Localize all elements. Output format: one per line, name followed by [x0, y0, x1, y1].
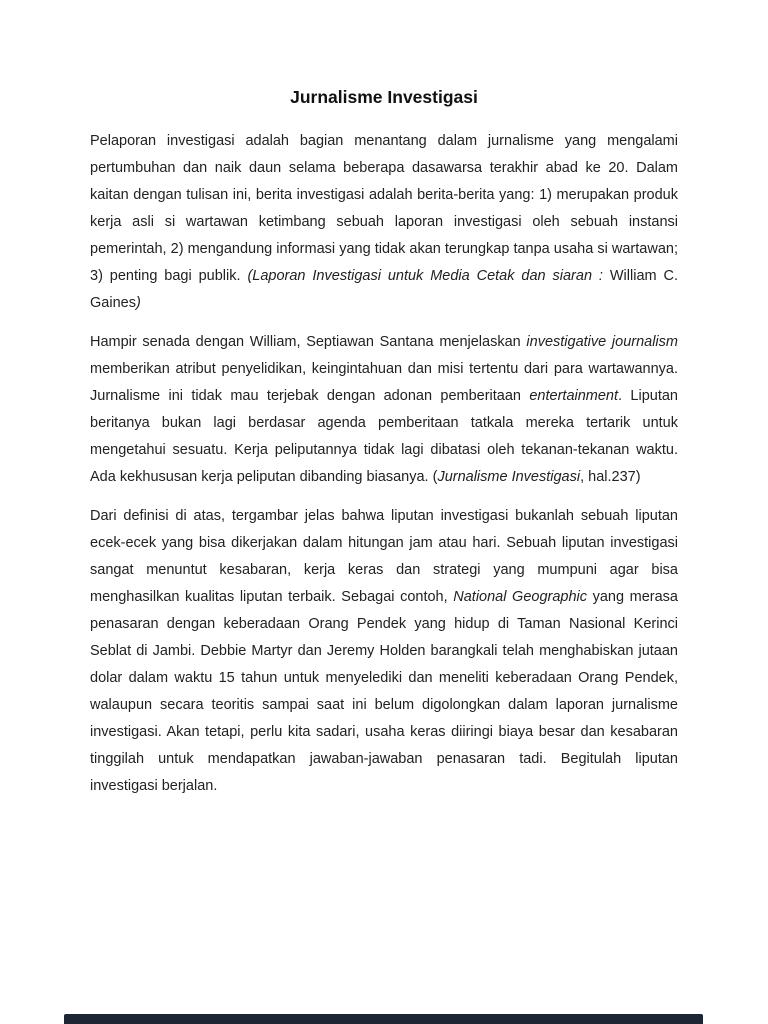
text-run: yang merasa penasaran dengan keberadaan Orang Pendek yang hidup di Taman Nasional Kerinci Seblat di Jambi. Debbie Martyr dan Jeremy Holden barangkali telah menghabiskan jutaan dolar dalam waktu 15 tahun untuk menyelediki dan meneliti keberadaan Orang Pendek, walaupun secara teoritis sampai saat ini belum digolongkan dalam laporan jurnalisme investigasi. Akan tetapi, perlu kita sadari, usaha keras diiringi biaya besar dan kesabaran tinggilah untuk mendapatkan jawaban-jawaban penasaran tadi. Begitulah liputan investigasi berjalan. [90, 589, 678, 794]
paragraph [90, 128, 678, 317]
italic-text-run: investigative journalism [526, 334, 678, 350]
text-run: memberikan atribut penyelidikan, keingintahuan dan misi tertentu dari para wartawannya. Jurnalisme ini tidak mau terjebak dengan adonan pemberitaan [90, 361, 678, 404]
document-body [90, 128, 678, 800]
italic-text-run: National Geographic [453, 589, 588, 605]
italic-text-run: (Laporan Investigasi untuk Media Cetak dan siaran : [247, 268, 610, 284]
text-run: William C. Gaines [90, 268, 679, 311]
text-run: Pelaporan investigasi adalah bagian menantang dalam jurnalisme yang mengalami pertumbuhan dan naik daun selama beberapa dasawarsa terakhir abad ke 20. Dalam kaitan dengan tulisan ini, berita investigasi adalah berita-berita yang: 1) merupakan produk kerja asli si wartawan ketimbang sebuah laporan investigasi oleh sebuah instansi pemerintah, 2) mengandung informasi yang tidak akan terungkap tanpa usaha si wartawan; 3) penting bagi publik. [90, 133, 678, 284]
italic-text-run: Jurnalisme Investigasi [437, 469, 581, 485]
text-run: Hampir senada dengan William, Septiawan Santana menjelaskan [90, 334, 527, 350]
italic-text-run: entertainment [529, 388, 619, 404]
page-title: Jurnalisme Investigasi [290, 87, 478, 107]
paragraph [90, 503, 678, 800]
italic-text-run: ) [135, 295, 141, 311]
document-content [90, 0, 678, 812]
text-run: , hal.237) [580, 469, 641, 485]
page-separator-bar [64, 1014, 703, 1024]
text-run: Dari definisi di atas, tergambar jelas bahwa liputan investigasi bukanlah sebuah liputan ecek-ecek yang bisa dikerjakan dalam hitungan jam atau hari. Sebuah liputan investigasi sangat menuntut kesabaran, kerja keras dan strategi yang mumpuni agar bisa menghasilkan kualitas liputan terbaik. Sebagai contoh, [90, 508, 678, 605]
text-run: . Liputan beritanya bukan lagi berdasar agenda pemberitaan tatkala mereka tertarik untuk mengetahui sesuatu. Kerja peliputannya tidak lagi dibatasi oleh tekanan-tekanan waktu. Ada kekhususan kerja peliputan dibanding biasanya. ( [90, 388, 678, 485]
paragraph [90, 329, 678, 491]
